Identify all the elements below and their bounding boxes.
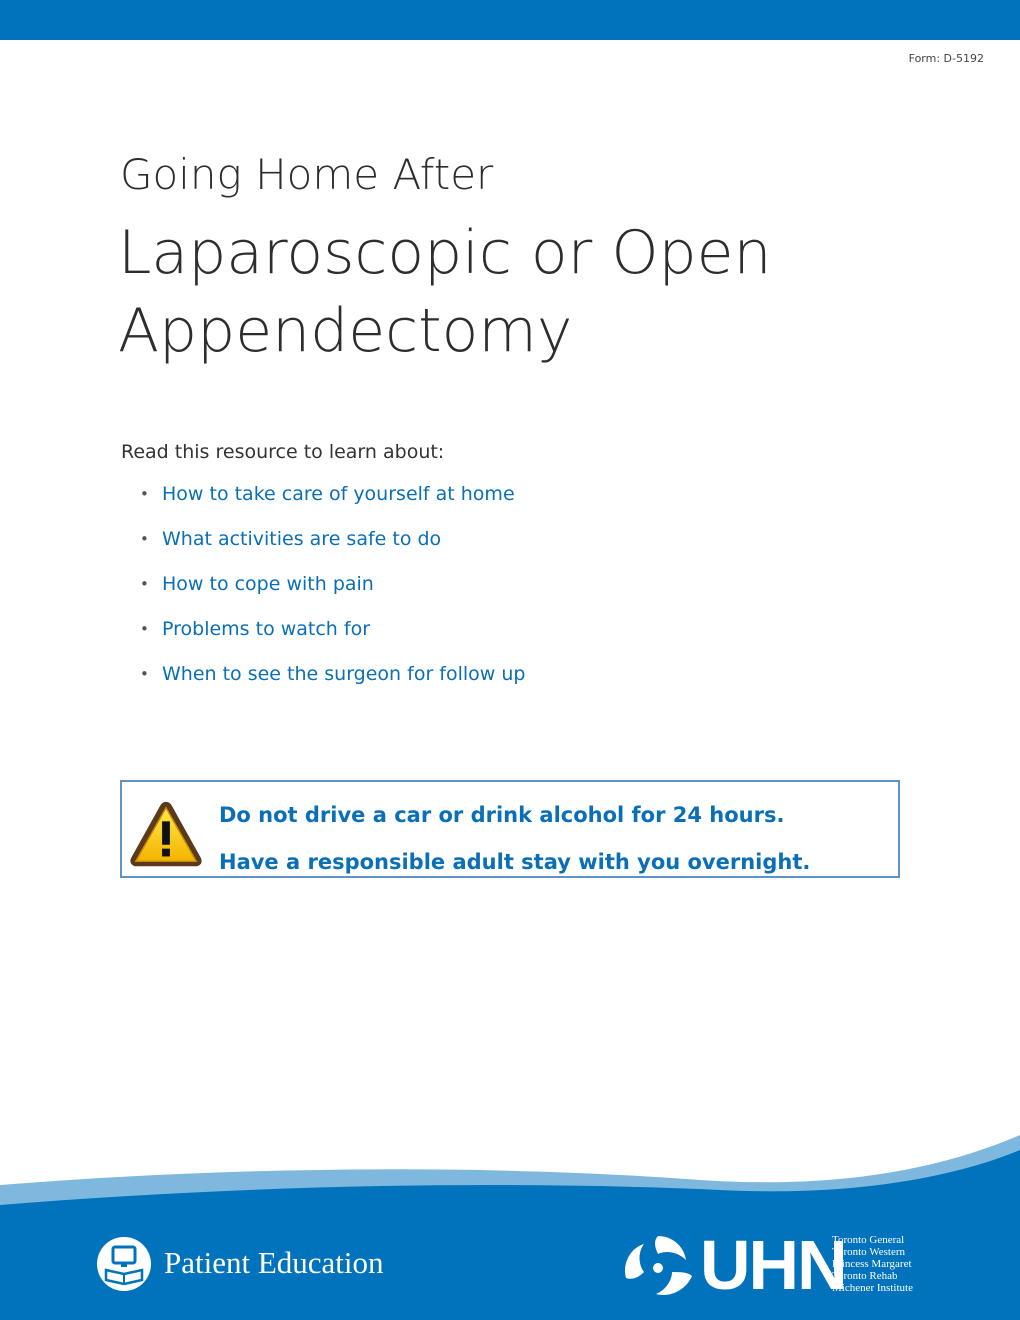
- patient-education-icon: [96, 1236, 152, 1292]
- list-item: Toronto Rehab: [832, 1270, 898, 1282]
- list-item: Toronto Western: [832, 1246, 905, 1258]
- bullet-icon: •: [140, 665, 149, 683]
- bullet-icon: •: [140, 620, 149, 638]
- warning-line-1: Do not drive a car or drink alcohol for 24 hours.: [219, 803, 785, 827]
- form-code: Form: D-5192: [908, 52, 984, 65]
- warning-text: [219, 792, 810, 886]
- list-item: • When to see the surgeon for follow up: [140, 663, 526, 685]
- warning-box: [120, 780, 900, 878]
- list-item: • How to take care of yourself at home: [140, 483, 515, 505]
- page-title: Laparoscopic or Open Appendectomy: [118, 218, 772, 366]
- uhn-wordmark: UHN: [700, 1226, 846, 1304]
- warning-triangle-icon: [127, 796, 205, 874]
- list-item: Toronto General: [832, 1234, 905, 1246]
- list-item: • What activities are safe to do: [140, 528, 442, 550]
- list-item: • How to cope with pain: [140, 573, 374, 595]
- uhn-swirl-logo: [618, 1232, 698, 1302]
- intro-text: Read this resource to learn about:: [121, 441, 445, 463]
- list-item: Michener Institute: [832, 1282, 913, 1294]
- list-item: • Problems to watch for: [140, 618, 371, 640]
- top-color-bar: [0, 0, 1020, 40]
- hospital-sites-list: [832, 1234, 913, 1294]
- title-subheading: Going Home After: [120, 150, 494, 199]
- bullet-icon: •: [140, 530, 149, 548]
- bullet-icon: •: [140, 575, 149, 593]
- bullet-icon: •: [140, 485, 149, 503]
- list-item: Princess Margaret: [832, 1258, 912, 1270]
- topics-list: [140, 483, 525, 708]
- patient-education-label: Patient Education: [164, 1245, 384, 1280]
- warning-line-2: Have a responsible adult stay with you overnight.: [219, 850, 811, 874]
